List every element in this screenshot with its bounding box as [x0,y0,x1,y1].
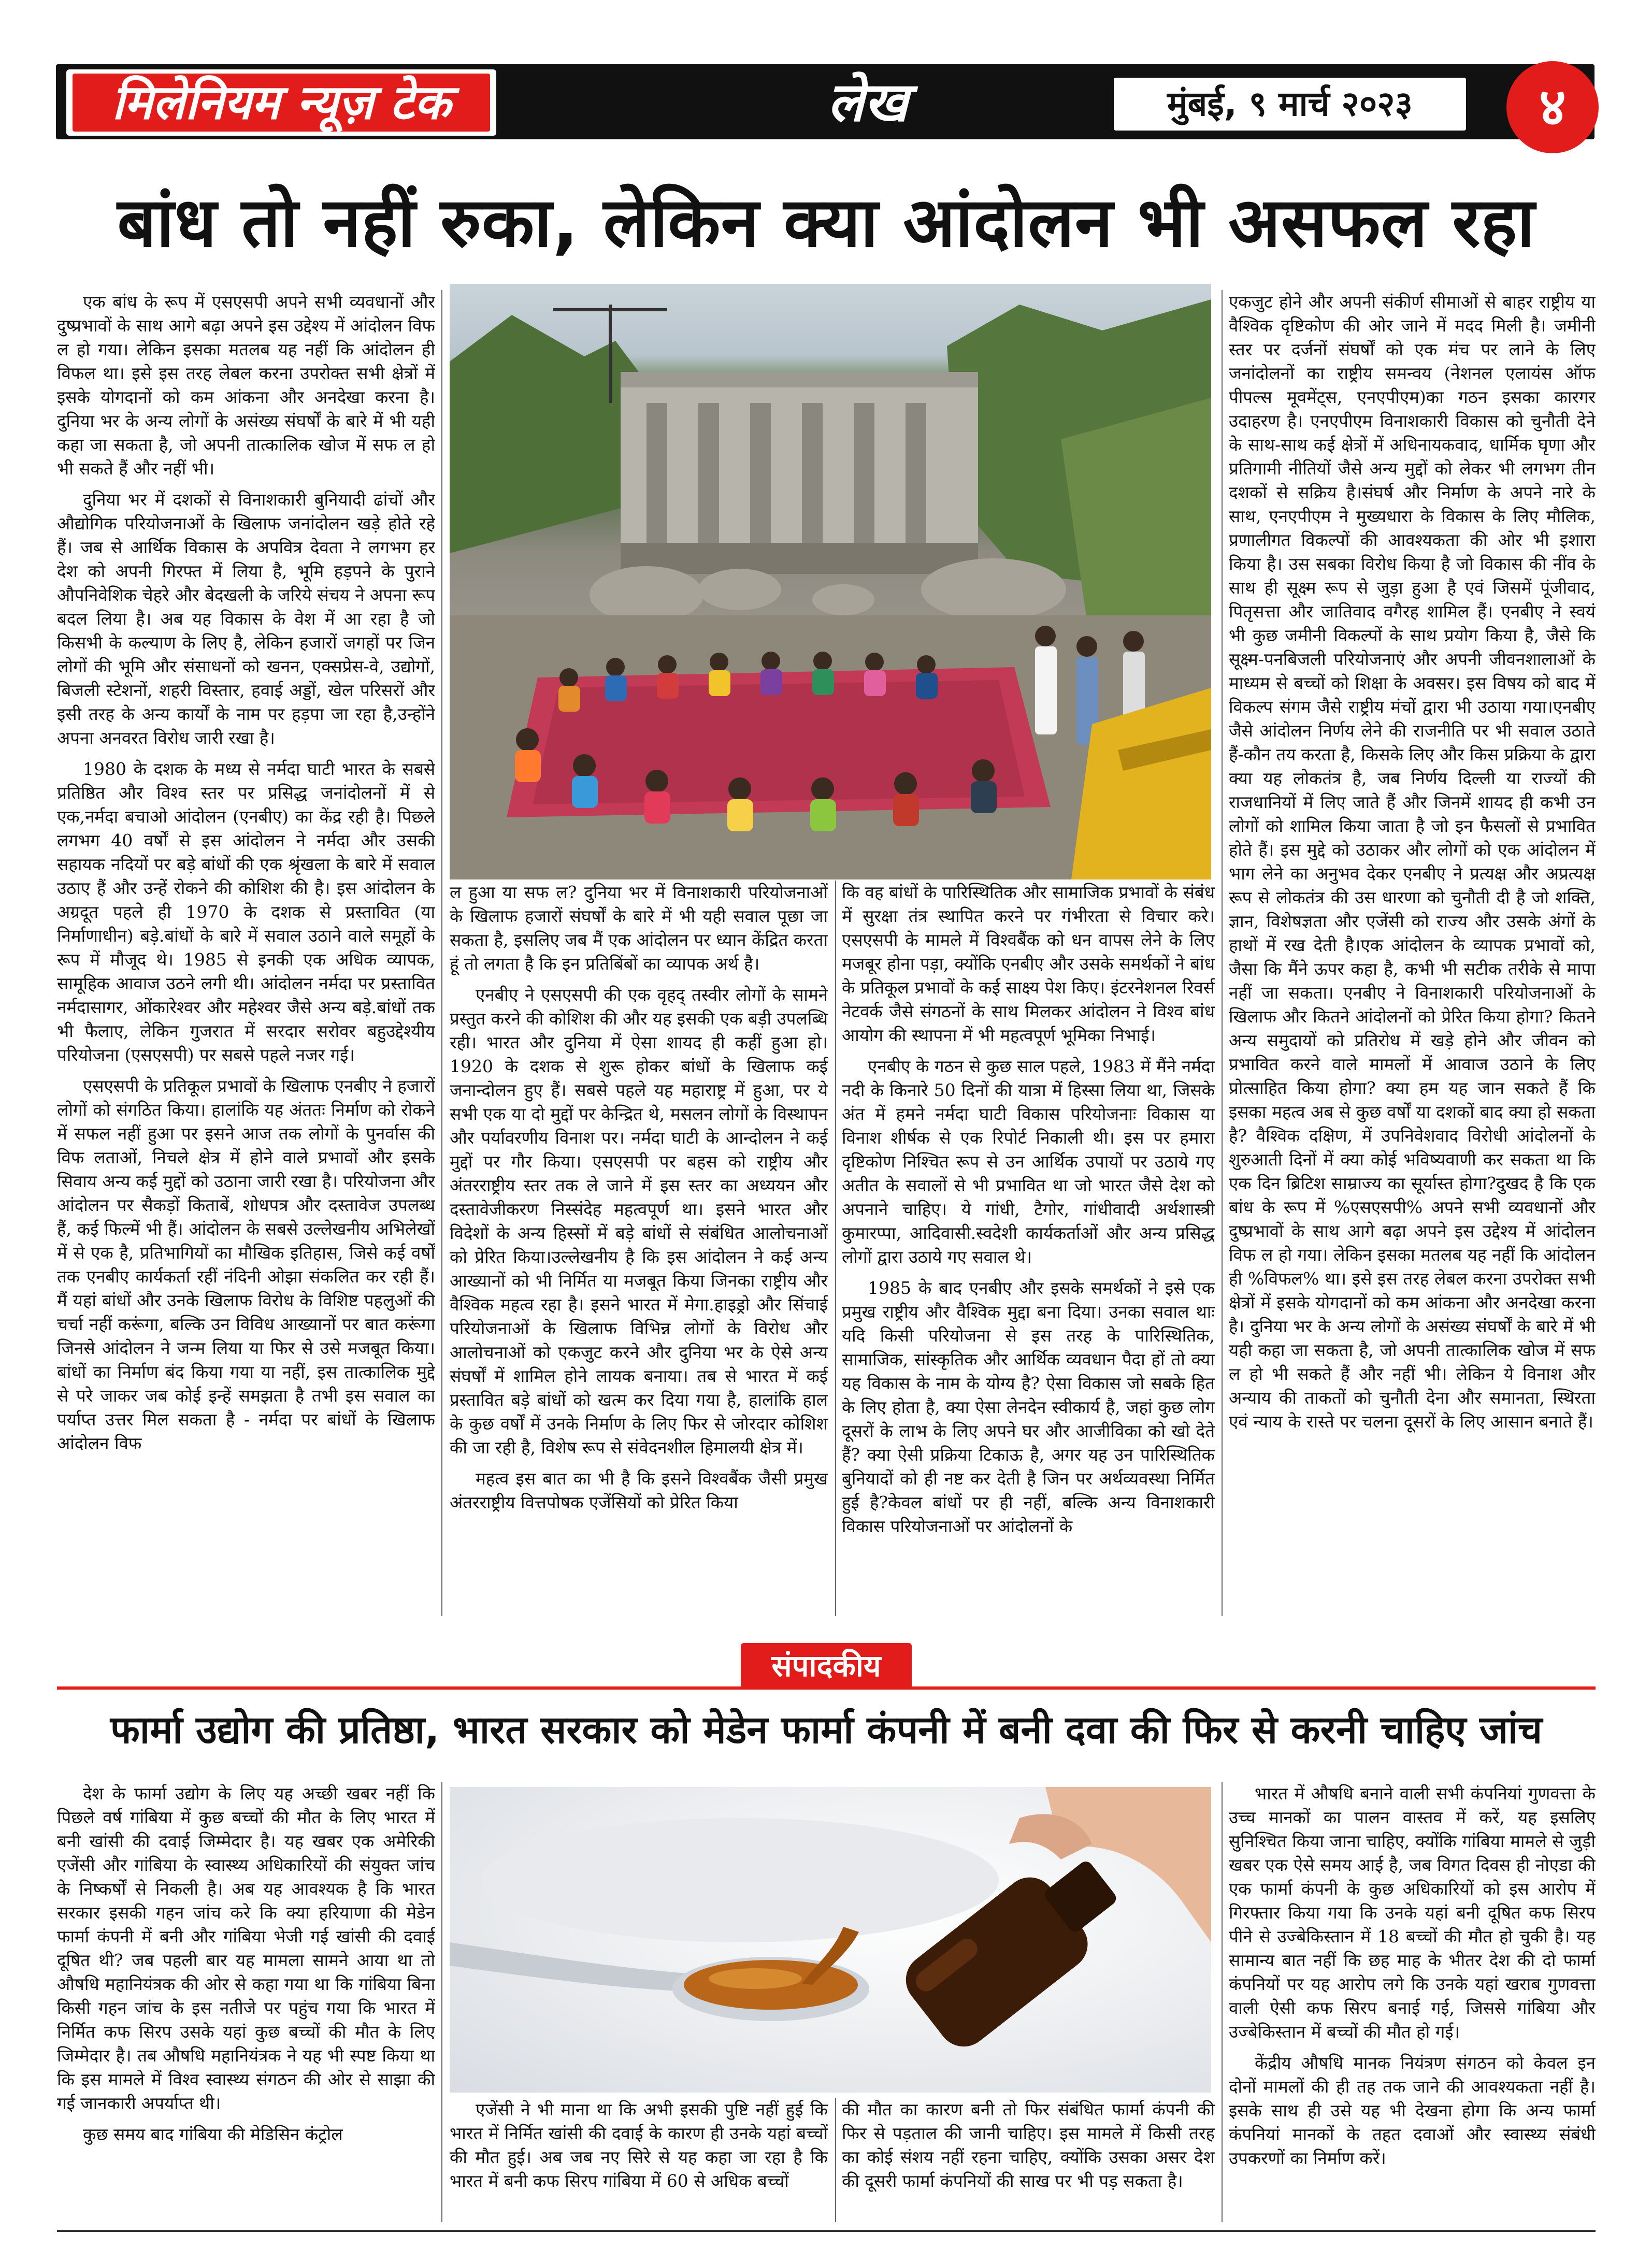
editorial-rule [57,1686,1596,1690]
column-divider [1222,1782,1223,2222]
paragraph: महत्व इस बात का भी है कि इसने विश्वबैंक जैसी प्रमुख अंतरराष्ट्रीय वित्तपोषक एजेंसियों को प्रेरित किया [450,1468,828,1512]
paragraph: एनबीए के गठन से कुछ साल पहले, 1983 में मैंने नर्मदा नदी के किनारे 50 दिनों की यात्रा में हिस्सा लिया था, जिसके अंत में हमने नर्मदा घाटी विकास परियोजनाः विकास या विनाश शीर्षक से एक रिपोर्ट निकाली थी। इस पर हमारा दृष्टिकोण निश्चित रूप से उन आर्थिक उपायों पर उठाये गए अतीत के सवालों से भी प्रभावित था जो भारत जैसे देश को अपनाने चाहिए। ये गांधी, टैगोर, गांधीवादी अर्थशास्त्री कुमारप्पा, आदिवासी.स्वदेशी कार्यकर्ताओं और अन्य प्रसिद्ध लोगों द्वारा उठाये गए सवाल थे। [842,1056,1215,1267]
syrup-photo-illustration [450,1787,1211,2093]
cough-syrup-photo [450,1787,1211,2093]
column-divider [1222,290,1223,1616]
paragraph: एकजुट होने और अपनी संकीर्ण सीमाओं से बाहर राष्ट्रीय या वैश्विक दृष्टिकोण की ओर जाने में मदद मिली है। जमीनी स्तर पर दर्जनों संघर्षों को एक मंच पर लाने के लिए जनांदोलनों का राष्ट्रीय समन्वय (नेशनल एलायंस ऑफ पीपल्स मूवमेंट्स, एनएपीएम)का गठन इसका कारगर उदाहरण है। एनएपीएम विनाशकारी विकास को चुनौती देने के साथ-साथ कई क्षेत्रों में अधिनायकवाद, धार्मिक घृणा और प्रतिगामी नीतियों जैसे अन्य मुद्दों को लेकर भी लगभग तीन दशकों से सक्रिय है।संघर्ष और निर्माण के अपने नारे के साथ, एनएपीएम ने मुख्यधारा के विकास के लिए मौलिक, प्रणालीगत विकल्पों की आवश्यकता की ओर भी इशारा किया है। उस सबका विरोध किया है जो विकास की नींव के साथ ही सूक्ष्म रूप से जुड़ा हुआ है एवं जिसमें पूंजीवाद, पितृसत्ता और जातिवाद वगैरह शामिल हैं। एनबीए ने स्वयं भी कुछ जमीनी विकल्पों के साथ प्रयोग किया है, जैसे कि सूक्ष्म-पनबिजली परियोजनाएं और अपनी जीवनशालाओं के माध्यम से बच्चों को शिक्षा के अवसर। इस विषय को बाद में विकल्प संगम जैसे राष्ट्रीय मंचों द्वारा भी उठाया गया।एनबीए जैसे आंदोलन निर्णय लेने की राजनीति पर भी सवाल उठाते हैं‑कौन तय करता है, किसके लिए और किस प्रक्रिया के द्वारा क्या यह लोकतंत्र है, जब निर्णय दिल्ली या राज्यों की राजधानियों में लिए जाते हैं और जिनमें शायद ही कभी उन लोगों को शामिल किया जाता है जो इन फैसलों से प्रभावित होते हैं। इस मुद्दे को उठाकर और लोगों को एक आंदोलन में भाग लेने का अनुभव देकर एनबीए ने प्रत्यक्ष और अप्रत्यक्ष रूप से लोकतंत्र की उस धारणा को चुनौती दी है जो शक्ति, ज्ञान, विशेषज्ञता और एजेंसी को राज्य और उसके अंगों के हाथों में रख देती है।एक आंदोलन के व्यापक प्रभावों को, जैसा कि मैंने ऊपर कहा है, कभी भी सटीक तरीके से मापा नहीं जा सकता। एनबीए ने विनाशकारी परियोजनाओं के खिलाफ और कितने आंदोलनों को प्रेरित किया होगा? कितने अन्य समुदायों को प्रतिरोध में खड़े होने और जीवन को प्रभावित करने वाले मामलों में आवाज उठाने के लिए प्रोत्साहित किया होगा? क्या हम यह जान सकते हैं कि इसका महत्व अब से कुछ वर्षों या दशकों बाद क्या हो सकता है? वैश्विक दक्षिण, में उपनिवेशवाद विरोधी आंदोलनों के शुरुआती दिनों में क्या कोई भविष्यवाणी कर सकता था कि एक दिन ब्रिटिश साम्राज्य का सूर्यास्त होगा?दुखद है कि एक बांध के रूप में %एसएसपी% अपने सभी व्यवधानों और दुष्प्रभावों के साथ आगे बढ़ा अपने इस उद्देश्य में आंदोलन विफ ल हो गया। लेकिन इसका मतलब यह नहीं कि आंदोलन ही %विफल% था। इसे इस तरह लेबल करना उपरोक्त सभी क्षेत्रों में इसके योगदानों को कम आंकना और अनदेखा करना है। दुनिया भर के अन्य लोगों के असंख्य संघर्षों के बारे में भी यही कहा जा सकता है, जो अपनी तात्कालिक खोज में सफ ल हो भी सकते हैं और नहीं भी। लेकिन ये विनाश और अन्याय की ताकतों को चुनौती देना और समानता, स्थिरता एवं न्याय के रास्ते पर चलना दूसरों के लिए आसान बनाते हैं। [1229,292,1596,1432]
paragraph: एक बांध के रूप में एसएसपी अपने सभी व्यवधानों और दुष्प्रभावों के साथ आगे बढ़ा अपने इस उद्देश्य में आंदोलन विफ ल हो गया। लेकिन इसका मतलब यह नहीं कि आंदोलन ही विफल था। इसे इस तरह लेबल करना उपरोक्त सभी क्षेत्रों में इसके योगदानों को कम आंकना और अनदेखा करना है। दुनिया भर के अन्य लोगों के असंख्य संघर्षों के बारे में भी यही कहा जा सकता है, जो अपनी तात्कालिक खोज में सफ ल हो भी सकते हैं और नहीं भी। [57,292,435,479]
paragraph: एजेंसी ने भी माना था कि अभी इसकी पुष्टि नहीं हुई कि भारत में निर्मित खांसी की दवाई के कारण ही उनके यहां बच्चों की मौत हुई। अब जब नए सिरे से यह कहा जा रहा है कि भारत में बनी कफ सिरप गांबिया में 60 से अधिक बच्चों [450,2099,828,2191]
column-divider [835,881,836,1616]
brand-logo: मिलेनियम न्यूज़ टेक [73,74,490,132]
article-column-2 [450,881,828,1616]
section-label: लेख [827,70,908,134]
editorial-column-1 [57,1782,435,2227]
bottom-rule [57,2230,1596,2232]
editorial-headline: फार्मा उद्योग की प्रतिष्ठा, भारत सरकार को मेडेन फार्मा कंपनी में बनी दवा की फिर से करनी चाहिए जांच [110,1708,1543,1752]
article-column-1 [57,290,435,1621]
dam-photo-illustration [450,284,1211,879]
paragraph: 1985 के बाद एनबीए और इसके समर्थकों ने इसे एक प्रमुख राष्ट्रीय और वैश्विक मुद्दा बना दिया। उनका सवाल थाः यदि किसी परियोजना से इस तरह के पारिस्थितिक, सामाजिक, सांस्कृतिक और आर्थिक व्यवधान पैदा हों तो क्या यह विकास के नाम के योग्य है? ऐसा विकास जो सबके हित के लिए होता है, क्या ऐसा लेनदेन स्वीकार्य है, जहां कुछ लोग दूसरों के लाभ के लिए अपने घर और आजीविका को खो देते हैं? क्या ऐसी प्रक्रिया टिकाऊ है, अगर यह उन पारिस्थितिक बुनियादों को ही नष्ट कर देती है जिन पर अर्थव्यवस्था निर्मित हुई है?केवल बांधों पर ही नहीं, बल्कि अन्य विनाशकारी विकास परियोजनाओं पर आंदोलनों के [842,1278,1215,1536]
editorial-column-4 [1229,1782,1596,2227]
paragraph: कि वह बांधों के पारिस्थितिक और सामाजिक प्रभावों के संबंध में सुरक्षा तंत्र स्थापित करने पर गंभीरता से विचार करे। एसएसपी के मामले में विश्वबैंक को धन वापस लेने के लिए मजबूर होना पड़ा, क्योंकि एनबीए और उसके समर्थकों ने बांध के प्रतिकूल प्रभावों के कई साक्ष्य पेश किए। इंटरनेशनल रिवर्स नेटवर्क जैसे संगठनों के साथ मिलकर आंदोलन ने विश्व बांध आयोग की स्थापना में भी महत्वपूर्ण भूमिका निभाई। [842,882,1215,1045]
date-label: मुंबई, ९ मार्च २०२३ [1114,78,1466,131]
column-divider [835,2098,836,2222]
paragraph: ल हुआ या सफ ल? दुनिया भर में विनाशकारी परियोजनाओं के खिलाफ हजारों संघर्षों के बारे में भी यही सवाल पूछा जा सकता है, इसलिए जब मैं एक आंदोलन पर ध्यान केंद्रित करता हूं तो लगता है कि इन प्रतिबिंबों का व्यापक अर्थ है। [450,882,828,974]
paragraph: 1980 के दशक के मध्य से नर्मदा घाटी भारत के सबसे प्रतिष्ठित और विश्व स्तर पर प्रसिद्ध जनांदोलनों में से एक,नर्मदा बचाओ आंदोलन (एनबीए) का केंद्र रही है। पिछले लगभग 40 वर्षों से इस आंदोलन ने नर्मदा और उसकी सहायक नदियों पर बड़े बांधों की एक श्रृंखला के बारे में सवाल उठाए हैं और उन्हें रोकने की कोशिश की है। इस आंदोलन के अग्रदूत पहले ही 1970 के दशक से प्रस्तावित (या निर्माणाधीन) बड़े.बांधों के बारे में सवाल उठाने वाले समूहों के रूप में मौजूद थे। 1985 से इनकी एक अधिक व्यापक, सामूहिक आवाज उठने लगी थी। आंदोलन नर्मदा पर प्रस्तावित नर्मदासागर, ओंकारेश्वर और महेश्वर जैसे अन्य बड़े.बांधों तक भी फैलाए, लेकिन गुजरात में सरदार सरोवर बहुउद्देश्यीय परियोजना (एसएसपी) पर सबसे पहले नजर गई। [57,759,435,1065]
paragraph: देश के फार्मा उद्योग के लिए यह अच्छी खबर नहीं कि पिछले वर्ष गांबिया में कुछ बच्चों की मौत के लिए भारत में बनी खांसी की दवाई जिम्मेदार है। यह खबर एक अमेरिकी एजेंसी और गांबिया के स्वास्थ्य अधिकारियों की संयुक्त जांच के निष्कर्षों से निकली है। अब यह आवश्यक है कि भारत सरकार इसकी गहन जांच करे कि क्या हरियाणा की मेडेन फार्मा कंपनी में बनी और गांबिया भेजी गई खांसी की दवाई दूषित थी? जब पहली बार यह मामला सामने आया था तो औषधि महानियंत्रक की ओर से कहा गया था कि गांबिया बिना किसी गहन जांच के इस नतीजे पर पहुंच गया कि भारत में निर्मित कफ सिरप उसके यहां कुछ बच्चों की मौत के लिए जिम्मेदार है। तब औषधि महानियंत्रक ने यह भी स्पष्ट किया था कि इस मामले में विश्व स्वास्थ्य संगठन की ओर से साझा की गई जानकारी अपर्याप्त थी। [57,1783,435,2113]
page-number: ४ [1506,61,1599,153]
paragraph: दुनिया भर में दशकों से विनाशकारी बुनियादी ढांचों और औद्योगिक परियोजनाओं के खिलाफ जनांदोलन खड़े होते रहे हैं। जब से आर्थिक विकास के अपवित्र देवता ने लगभग हर देश को अपनी गिरफ्त में लिया है, भूमि हड़पने के पुराने औपनिवेशिक चेहरे और बेदखली के जरिये संचय ने अपना रूप बदल लिया है। अब यह विकास के वेश में आ रहा है जो किसभी के कल्याण के लिए है, लेकिन हजारों जगहों पर जिन लोगों की भूमि और संसाधनों को खनन, एक्सप्रेस-वे, उद्योगों, बिजली स्टेशनों, शहरी विस्तार, हवाई अड्डों, खेल परिसरों और इसी तरह के अन्य कार्यों के नाम पर हड़पा जा रहा है,उन्होंने अपना अनवरत विरोध जारी रखा है। [57,489,435,748]
dam-protest-photo [450,284,1211,879]
paragraph: कुछ समय बाद गांबिया की मेडिसिन कंट्रोल [83,2124,343,2144]
article-column-3 [842,881,1215,1616]
paragraph: एसएसपी के प्रतिकूल प्रभावों के खिलाफ एनबीए ने हजारों लोगों को संगठित किया। हालांकि यह अंततः निर्माण को रोकने में सफल नहीं हुआ पर इसने आज तक लोगों के पुनर्वास की विफ लताओं, निचले क्षेत्र में होने वाले प्रभावों और इसके सिवाय अन्य कई मुद्दों को उठाना जारी रखा है। परियोजना और आंदोलन पर सैकड़ों किताबें, शोधपत्र और दस्तावेज उपलब्ध हैं, कई फिल्में भी हैं। आंदोलन के सबसे उल्लेखनीय अभिलेखों में से एक है, प्रतिभागियों का मौखिक इतिहास, जिसे कई वर्षों तक एनबीए कार्यकर्ता रहीं नंदिनी ओझा संकलित कर रही हैं।मैं यहां बांधों और उनके खिलाफ विरोध के विशिष्ट पहलुओं की चर्चा नहीं करूंगा, बल्कि उन विविध आख्यानों पर बात करूंगा जिनसे आंदोलन ने जन्म लिया या फिर से उसे मजबूत किया। बांधों का निर्माण बंद किया गया या नहीं, इस तात्कालिक मुद्दे से परे जाकर जब कोई इन्हें समझता है तभी इस सवाल का पर्याप्त उत्तर मिल सकता है ‑ नर्मदा पर बांधों के खिलाफ आंदोलन विफ [57,1076,435,1453]
article-column-4 [1229,290,1596,1621]
article-headline: बांध तो नहीं रुका, लेकिन क्या आंदोलन भी असफल रहा [117,183,1535,263]
paragraph: केंद्रीय औषधि मानक नियंत्रण संगठन को केवल इन दोनों मामलों की ही तह तक जाने की आवश्यकता नहीं है। इसके साथ ही उसे यह भी देखना होगा कि अन्य फार्मा कंपनियां मानकों के तहत दवाओं और स्वास्थ्य संबंधी उपकरणों का निर्माण करें। [1229,2053,1596,2168]
paragraph: की मौत का कारण बनी तो फिर संबंधित फार्मा कंपनी की फिर से पड़ताल की जानी चाहिए। इस मामले में किसी तरह का कोई संशय नहीं रहना चाहिए, क्योंकि उसका असर देश की दूसरी फार्मा कंपनियों की साख पर भी पड़ सकता है। [842,2099,1215,2191]
column-divider [441,290,442,1616]
editorial-tab: संपादकीय [741,1643,912,1689]
editorial-column-3 [842,2098,1215,2227]
column-divider [441,1782,442,2222]
paragraph: एनबीए ने एसएसपी की एक वृहद् तस्वीर लोगों के सामने प्रस्तुत करने की कोशिश की और यह इसकी एक बड़ी उपलब्धि रही। भारत और दुनिया में ऐसा शायद ही कहीं हुआ हो। 1920 के दशक से शुरू होकर बांधों के खिलाफ कई जनान्दोलन हुए हैं। सबसे पहले यह महाराष्ट्र में हुआ, पर ये सभी एक या दो मुद्दों पर केन्द्रित थे, मसलन लोगों के विस्थापन और पर्यावरणीय विनाश पर। नर्मदा घाटी के आन्दोलन ने कई मुद्दों पर गौर किया। एसएसपी पर बहस को राष्ट्रीय और अंतरराष्ट्रीय स्तर तक ले जाने में इस स्तर का अध्ययन और दस्तावेजीकरण निस्संदेह महत्वपूर्ण था। इसने भारत और विदेशों के अन्य हिस्सों में बड़े बांधों से संबंधित आलोचनाओं को प्रेरित किया।उल्लेखनीय है कि इस आंदोलन ने कई अन्य आख्यानों को भी निर्मित या मजबूत किया जिनका राष्ट्रीय और वैश्विक महत्व रहा है। इसने भारत में मेगा.हाइड्रो और सिंचाई परियोजनाओं के खिलाफ विभिन्न लोगों के विरोध और आलोचनाओं को एकजुट करने और दुनिया भर के ऐसे अन्य संघर्षों में शामिल होने लायक बनाया। तब से भारत में कई प्रस्तावित बड़े बांधों को खत्म कर दिया गया है, हालांकि हाल के कुछ वर्षों में उनके निर्माण के लिए फिर से जोरदार कोशिश की जा रही है, विशेष रूप से संवेदनशील हिमालयी क्षेत्र में। [450,985,828,1458]
editorial-column-2 [450,2098,828,2227]
paragraph: भारत में औषधि बनाने वाली सभी कंपनियां गुणवत्ता के उच्च मानकों का पालन वास्तव में करें, यह इसलिए सुनिश्चित किया जाना चाहिए, क्योंकि गांबिया मामले से जुड़ी खबर एक ऐसे समय आई है, जब विगत दिवस ही नोएडा की एक फार्मा कंपनी के कुछ अधिकारियों को इस आरोप में गिरफ्तार किया गया कि उनके यहां बनी दूषित कफ सिरप पीने से उज्बेकिस्तान में 18 बच्चों की मौत हो चुकी है। यह सामान्य बात नहीं कि छह माह के भीतर देश की दो फार्मा कंपनियों पर यह आरोप लगे कि उनके यहां खराब गुणवत्ता वाली ऐसी कफ सिरप बनाई गई, जिससे गांबिया और उज्बेकिस्तान में बच्चों की मौत हो गई। [1229,1783,1596,2042]
